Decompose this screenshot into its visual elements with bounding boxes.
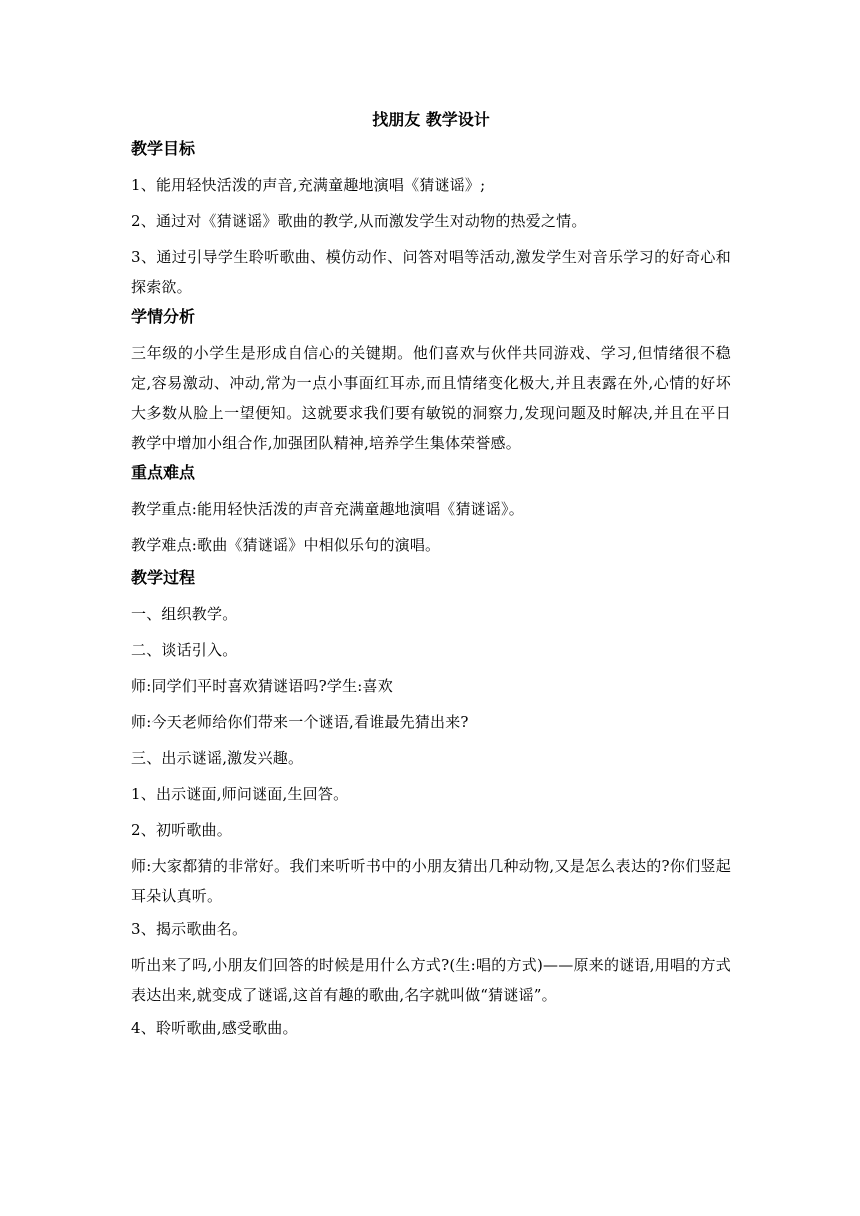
process-item: 师:大家都猜的非常好。我们来听听书中的小朋友猜出几种动物,又是怎么表达的?你们竖起耳朵认真听。 (131, 857, 731, 905)
process-item: 一、组织教学。 (131, 605, 238, 623)
process-item: 师:今天老师给你们带来一个谜语,看谁最先猜出来? (131, 713, 469, 731)
document-page (131, 108, 731, 1046)
keypoints-heading: 重点难点 (131, 463, 196, 482)
process-item: 2、初听歌曲。 (131, 821, 232, 839)
process-item: 师:同学们平时喜欢猜谜语吗?学生:喜欢 (131, 677, 393, 695)
objective-item: 2、通过对《猜谜谣》歌曲的教学,从而激发学生对动物的热爱之情。 (131, 212, 587, 230)
objectives-section (131, 137, 731, 302)
process-heading: 教学过程 (131, 568, 196, 587)
document-title: 找朋友 教学设计 (372, 110, 490, 129)
keypoints-section (131, 461, 731, 563)
process-item: 4、聆听歌曲,感受歌曲。 (131, 1019, 298, 1037)
analysis-section (131, 305, 731, 458)
keypoint-item: 教学难点:歌曲《猜谜谣》中相似乐句的演唱。 (131, 536, 441, 554)
analysis-heading: 学情分析 (131, 307, 196, 326)
process-item: 听出来了吗,小朋友们回答的时候是用什么方式?(生:唱的方式)——原来的谜语,用唱的方式表达出来,就变成了谜谣,这首有趣的歌曲,名字就叫做“猜谜谣”。 (131, 956, 731, 1004)
process-item: 3、揭示歌曲名。 (131, 920, 248, 938)
process-item: 1、出示谜面,师问谜面,生回答。 (131, 785, 349, 803)
process-section (131, 566, 731, 1046)
process-item: 三、出示谜谣,激发兴趣。 (131, 749, 304, 767)
objective-item: 3、通过引导学生聆听歌曲、模仿动作、问答对唱等活动,激发学生对音乐学习的好奇心和探索欲。 (131, 248, 731, 296)
objective-item: 1、能用轻快活泼的声音,充满童趣地演唱《猜谜谣》; (131, 176, 486, 194)
process-item: 二、谈话引入。 (131, 641, 238, 659)
keypoint-item: 教学重点:能用轻快活泼的声音充满童趣地演唱《猜谜谣》。 (131, 500, 524, 518)
objectives-heading: 教学目标 (131, 139, 196, 158)
analysis-text: 三年级的小学生是形成自信心的关键期。他们喜欢与伙伴共同游戏、学习,但情绪很不稳定,容易激动、冲动,常为一点小事面红耳赤,而且情绪变化极大,并且表露在外,心情的好坏大多数从脸上一望便知。这就要求我们要有敏锐的洞察力,发现问题及时解决,并且在平日教学中增加小组合作,加强团队精神,培养学生集体荣誉感。 (131, 344, 731, 452)
